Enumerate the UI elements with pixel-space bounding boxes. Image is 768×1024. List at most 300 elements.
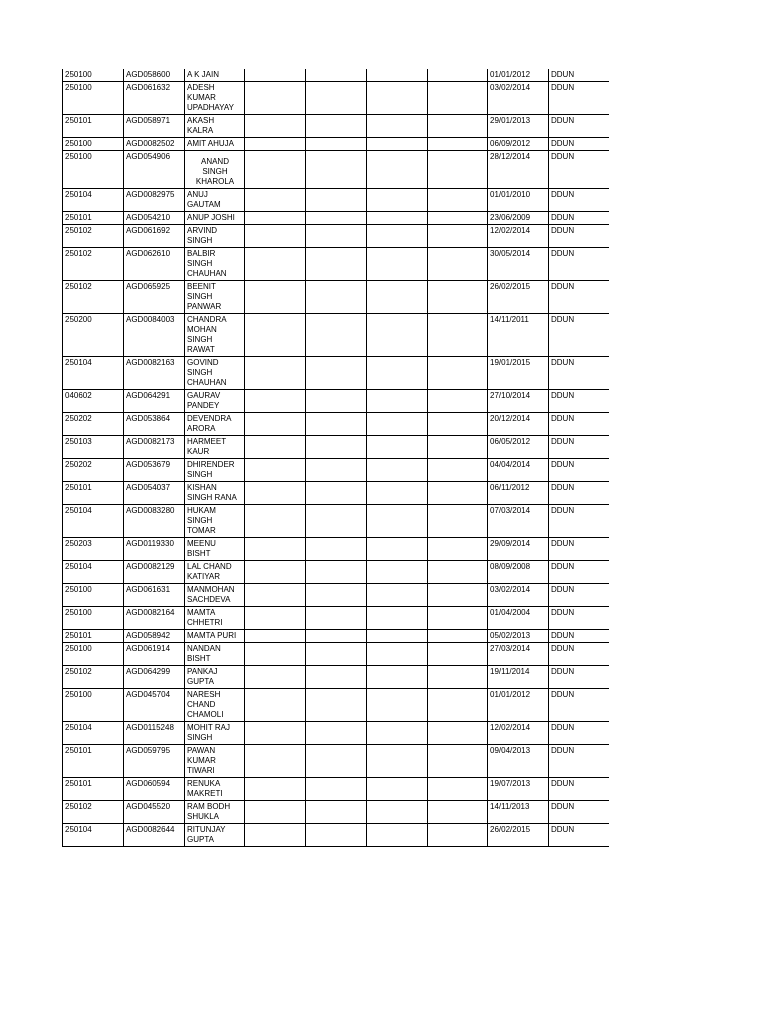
blank-cell — [245, 436, 306, 459]
row-id: AGD064299 — [124, 666, 185, 689]
row-date: 26/02/2015 — [488, 281, 549, 314]
row-code: 250100 — [63, 643, 124, 666]
row-office: DDUN — [549, 436, 609, 459]
row-id: AGD064291 — [124, 390, 185, 413]
row-office: DDUN — [549, 189, 609, 212]
table-row — [63, 281, 609, 314]
row-id: AGD0115248 — [124, 722, 185, 745]
blank-cell — [428, 281, 488, 314]
row-code: 250101 — [63, 630, 124, 643]
row-date: 01/01/2012 — [488, 69, 549, 82]
row-office: DDUN — [549, 225, 609, 248]
row-id: AGD0084003 — [124, 314, 185, 357]
blank-cell — [428, 607, 488, 630]
blank-cell — [428, 314, 488, 357]
row-date: 20/12/2014 — [488, 413, 549, 436]
row-name: DHIRENDER SINGH — [185, 459, 245, 482]
blank-cell — [367, 722, 428, 745]
row-id: AGD059795 — [124, 745, 185, 778]
table-row — [63, 584, 609, 607]
table-row — [63, 115, 609, 138]
row-code: 250100 — [63, 607, 124, 630]
row-id: AGD0082173 — [124, 436, 185, 459]
blank-cell — [367, 584, 428, 607]
row-office: DDUN — [549, 281, 609, 314]
row-office: DDUN — [549, 212, 609, 225]
row-code: 250202 — [63, 459, 124, 482]
blank-cell — [306, 225, 367, 248]
blank-cell — [428, 745, 488, 778]
row-code: 250100 — [63, 138, 124, 151]
blank-cell — [367, 314, 428, 357]
row-office: DDUN — [549, 801, 609, 824]
row-name: HARMEET KAUR — [185, 436, 245, 459]
blank-cell — [428, 82, 488, 115]
blank-cell — [428, 482, 488, 505]
row-code: 250101 — [63, 745, 124, 778]
row-name: AMIT AHUJA — [185, 138, 245, 151]
table-row — [63, 666, 609, 689]
table-row — [63, 561, 609, 584]
row-name: ARVIND SINGH — [185, 225, 245, 248]
row-id: AGD053679 — [124, 459, 185, 482]
blank-cell — [306, 436, 367, 459]
table-row — [63, 138, 609, 151]
table-row — [63, 630, 609, 643]
blank-cell — [245, 413, 306, 436]
row-id: AGD058942 — [124, 630, 185, 643]
blank-cell — [245, 82, 306, 115]
row-date: 03/02/2014 — [488, 584, 549, 607]
row-name: RAM BODH SHUKLA — [185, 801, 245, 824]
row-office: DDUN — [549, 722, 609, 745]
row-code: 250100 — [63, 584, 124, 607]
blank-cell — [306, 212, 367, 225]
row-date: 06/09/2012 — [488, 138, 549, 151]
blank-cell — [367, 824, 428, 847]
row-name: DEVENDRA ARORA — [185, 413, 245, 436]
blank-cell — [367, 413, 428, 436]
row-code: 250104 — [63, 357, 124, 390]
blank-cell — [245, 115, 306, 138]
blank-cell — [245, 505, 306, 538]
blank-cell — [306, 413, 367, 436]
blank-cell — [367, 745, 428, 778]
row-date: 06/05/2012 — [488, 436, 549, 459]
row-code: 250100 — [63, 82, 124, 115]
blank-cell — [367, 151, 428, 189]
blank-cell — [428, 459, 488, 482]
row-name: MOHIT RAJ SINGH — [185, 722, 245, 745]
blank-cell — [245, 778, 306, 801]
blank-cell — [428, 151, 488, 189]
blank-cell — [245, 69, 306, 82]
table-row — [63, 801, 609, 824]
blank-cell — [306, 138, 367, 151]
blank-cell — [306, 281, 367, 314]
row-office: DDUN — [549, 643, 609, 666]
blank-cell — [367, 436, 428, 459]
row-code: 250100 — [63, 151, 124, 189]
row-date: 19/01/2015 — [488, 357, 549, 390]
blank-cell — [306, 115, 367, 138]
blank-cell — [367, 212, 428, 225]
blank-cell — [245, 643, 306, 666]
row-code: 250104 — [63, 824, 124, 847]
blank-cell — [306, 69, 367, 82]
row-date: 26/02/2015 — [488, 824, 549, 847]
row-name: AKASH KALRA — [185, 115, 245, 138]
blank-cell — [428, 505, 488, 538]
blank-cell — [306, 778, 367, 801]
row-date: 19/07/2013 — [488, 778, 549, 801]
row-code: 250102 — [63, 666, 124, 689]
row-name: LAL CHAND KATIYAR — [185, 561, 245, 584]
row-date: 14/11/2011 — [488, 314, 549, 357]
row-date: 29/09/2014 — [488, 538, 549, 561]
blank-cell — [428, 436, 488, 459]
row-name: GAURAV PANDEY — [185, 390, 245, 413]
row-id: AGD0119330 — [124, 538, 185, 561]
blank-cell — [428, 538, 488, 561]
blank-cell — [306, 314, 367, 357]
blank-cell — [306, 666, 367, 689]
row-date: 27/03/2014 — [488, 643, 549, 666]
table-row — [63, 151, 609, 189]
row-name: MANMOHAN SACHDEVA — [185, 584, 245, 607]
employee-table — [62, 69, 609, 847]
blank-cell — [245, 151, 306, 189]
row-date: 03/02/2014 — [488, 82, 549, 115]
blank-cell — [245, 561, 306, 584]
row-code: 250102 — [63, 225, 124, 248]
row-code: 250203 — [63, 538, 124, 561]
row-office: DDUN — [549, 69, 609, 82]
blank-cell — [367, 689, 428, 722]
blank-cell — [428, 689, 488, 722]
table-row — [63, 357, 609, 390]
blank-cell — [306, 689, 367, 722]
blank-cell — [306, 248, 367, 281]
row-date: 12/02/2014 — [488, 225, 549, 248]
blank-cell — [245, 824, 306, 847]
row-code: 250100 — [63, 69, 124, 82]
row-code: 250102 — [63, 801, 124, 824]
blank-cell — [367, 607, 428, 630]
row-office: DDUN — [549, 390, 609, 413]
blank-cell — [367, 225, 428, 248]
row-date: 09/04/2013 — [488, 745, 549, 778]
blank-cell — [306, 630, 367, 643]
blank-cell — [306, 607, 367, 630]
blank-cell — [428, 584, 488, 607]
table-row — [63, 248, 609, 281]
blank-cell — [367, 189, 428, 212]
row-date: 12/02/2014 — [488, 722, 549, 745]
table-row — [63, 607, 609, 630]
blank-cell — [367, 115, 428, 138]
blank-cell — [306, 505, 367, 538]
table-row — [63, 82, 609, 115]
row-id: AGD045704 — [124, 689, 185, 722]
row-name: GOVIND SINGH CHAUHAN — [185, 357, 245, 390]
table-row — [63, 778, 609, 801]
row-id: AGD0082129 — [124, 561, 185, 584]
row-code: 250102 — [63, 248, 124, 281]
row-name: BALBIR SINGH CHAUHAN — [185, 248, 245, 281]
row-name: ANUP JOSHI — [185, 212, 245, 225]
row-name: KISHAN SINGH RANA — [185, 482, 245, 505]
table-row — [63, 69, 609, 82]
row-code: 250104 — [63, 189, 124, 212]
blank-cell — [428, 561, 488, 584]
blank-cell — [428, 413, 488, 436]
row-name: RENUKA MAKRETI — [185, 778, 245, 801]
row-code: 250102 — [63, 281, 124, 314]
row-id: AGD058600 — [124, 69, 185, 82]
blank-cell — [245, 607, 306, 630]
blank-cell — [367, 778, 428, 801]
table-row — [63, 689, 609, 722]
row-code: 250101 — [63, 778, 124, 801]
blank-cell — [367, 69, 428, 82]
row-office: DDUN — [549, 138, 609, 151]
row-date: 05/02/2013 — [488, 630, 549, 643]
blank-cell — [245, 482, 306, 505]
blank-cell — [428, 69, 488, 82]
row-code: 250101 — [63, 212, 124, 225]
blank-cell — [428, 225, 488, 248]
blank-cell — [245, 666, 306, 689]
row-id: AGD0083280 — [124, 505, 185, 538]
row-office: DDUN — [549, 689, 609, 722]
row-office: DDUN — [549, 505, 609, 538]
blank-cell — [306, 824, 367, 847]
row-code: 250104 — [63, 722, 124, 745]
row-id: AGD053864 — [124, 413, 185, 436]
blank-cell — [367, 561, 428, 584]
row-office: DDUN — [549, 482, 609, 505]
blank-cell — [367, 248, 428, 281]
row-date: 08/09/2008 — [488, 561, 549, 584]
table-row — [63, 538, 609, 561]
blank-cell — [306, 745, 367, 778]
blank-cell — [428, 212, 488, 225]
row-office: DDUN — [549, 778, 609, 801]
row-code: 250200 — [63, 314, 124, 357]
blank-cell — [306, 151, 367, 189]
table-row — [63, 722, 609, 745]
blank-cell — [428, 357, 488, 390]
blank-cell — [306, 357, 367, 390]
blank-cell — [245, 459, 306, 482]
row-code: 040602 — [63, 390, 124, 413]
blank-cell — [428, 824, 488, 847]
row-date: 28/12/2014 — [488, 151, 549, 189]
blank-cell — [245, 281, 306, 314]
row-code: 250104 — [63, 561, 124, 584]
row-id: AGD061631 — [124, 584, 185, 607]
table-row — [63, 459, 609, 482]
row-id: AGD045520 — [124, 801, 185, 824]
row-date: 29/01/2013 — [488, 115, 549, 138]
row-name: NARESH CHAND CHAMOLI — [185, 689, 245, 722]
row-office: DDUN — [549, 666, 609, 689]
table-body — [63, 69, 609, 847]
blank-cell — [245, 689, 306, 722]
table-row — [63, 314, 609, 357]
blank-cell — [428, 390, 488, 413]
row-id: AGD0082502 — [124, 138, 185, 151]
blank-cell — [306, 482, 367, 505]
blank-cell — [306, 722, 367, 745]
row-code: 250101 — [63, 482, 124, 505]
row-date: 23/06/2009 — [488, 212, 549, 225]
row-office: DDUN — [549, 561, 609, 584]
blank-cell — [367, 643, 428, 666]
blank-cell — [367, 357, 428, 390]
blank-cell — [245, 801, 306, 824]
row-name: PAWAN KUMAR TIWARI — [185, 745, 245, 778]
blank-cell — [245, 584, 306, 607]
blank-cell — [245, 225, 306, 248]
row-office: DDUN — [549, 248, 609, 281]
row-office: DDUN — [549, 151, 609, 189]
row-name: MAMTA CHHETRI — [185, 607, 245, 630]
row-name: CHANDRA MOHAN SINGH RAWAT — [185, 314, 245, 357]
row-id: AGD0082644 — [124, 824, 185, 847]
row-office: DDUN — [549, 630, 609, 643]
row-office: DDUN — [549, 538, 609, 561]
row-office: DDUN — [549, 314, 609, 357]
blank-cell — [306, 189, 367, 212]
table-row — [63, 413, 609, 436]
row-id: AGD0082163 — [124, 357, 185, 390]
blank-cell — [306, 584, 367, 607]
table-row — [63, 436, 609, 459]
blank-cell — [306, 390, 367, 413]
blank-cell — [428, 115, 488, 138]
blank-cell — [245, 722, 306, 745]
row-code: 250101 — [63, 115, 124, 138]
blank-cell — [428, 643, 488, 666]
blank-cell — [367, 459, 428, 482]
table-row — [63, 189, 609, 212]
blank-cell — [245, 248, 306, 281]
row-name: HUKAM SINGH TOMAR — [185, 505, 245, 538]
row-code: 250103 — [63, 436, 124, 459]
blank-cell — [428, 666, 488, 689]
table-row — [63, 482, 609, 505]
row-date: 14/11/2013 — [488, 801, 549, 824]
row-office: DDUN — [549, 82, 609, 115]
table-row — [63, 225, 609, 248]
blank-cell — [428, 722, 488, 745]
blank-cell — [428, 189, 488, 212]
blank-cell — [367, 505, 428, 538]
row-name: A K JAIN — [185, 69, 245, 82]
row-name: ANUJ GAUTAM — [185, 189, 245, 212]
blank-cell — [367, 666, 428, 689]
blank-cell — [367, 281, 428, 314]
row-office: DDUN — [549, 584, 609, 607]
row-code: 250104 — [63, 505, 124, 538]
blank-cell — [245, 314, 306, 357]
row-name: ANAND SINGH KHAROLA — [185, 151, 245, 189]
row-office: DDUN — [549, 824, 609, 847]
blank-cell — [306, 801, 367, 824]
row-id: AGD060594 — [124, 778, 185, 801]
row-id: AGD065925 — [124, 281, 185, 314]
row-id: AGD062610 — [124, 248, 185, 281]
table-row — [63, 643, 609, 666]
blank-cell — [367, 538, 428, 561]
blank-cell — [245, 538, 306, 561]
row-id: AGD054210 — [124, 212, 185, 225]
blank-cell — [428, 248, 488, 281]
row-name: ADESH KUMAR UPADHAYAY — [185, 82, 245, 115]
blank-cell — [245, 189, 306, 212]
row-id: AGD054037 — [124, 482, 185, 505]
row-code: 250202 — [63, 413, 124, 436]
blank-cell — [306, 538, 367, 561]
blank-cell — [428, 138, 488, 151]
row-office: DDUN — [549, 459, 609, 482]
row-name: RITUNJAY GUPTA — [185, 824, 245, 847]
blank-cell — [367, 138, 428, 151]
row-date: 01/04/2004 — [488, 607, 549, 630]
row-name: MAMTA PURI — [185, 630, 245, 643]
document-sheet — [62, 69, 609, 847]
row-id: AGD0082164 — [124, 607, 185, 630]
blank-cell — [245, 212, 306, 225]
table-row — [63, 505, 609, 538]
row-office: DDUN — [549, 115, 609, 138]
blank-cell — [306, 643, 367, 666]
row-name: NANDAN BISHT — [185, 643, 245, 666]
row-name: BEENIT SINGH PANWAR — [185, 281, 245, 314]
blank-cell — [245, 357, 306, 390]
row-date: 27/10/2014 — [488, 390, 549, 413]
row-name: PANKAJ GUPTA — [185, 666, 245, 689]
row-office: DDUN — [549, 413, 609, 436]
row-date: 01/01/2012 — [488, 689, 549, 722]
blank-cell — [306, 561, 367, 584]
blank-cell — [245, 138, 306, 151]
blank-cell — [367, 630, 428, 643]
row-date: 07/03/2014 — [488, 505, 549, 538]
blank-cell — [367, 390, 428, 413]
blank-cell — [428, 630, 488, 643]
row-name: MEENU BISHT — [185, 538, 245, 561]
blank-cell — [428, 778, 488, 801]
row-date: 19/11/2014 — [488, 666, 549, 689]
row-id: AGD054906 — [124, 151, 185, 189]
table-row — [63, 824, 609, 847]
table-row — [63, 212, 609, 225]
row-date: 30/05/2014 — [488, 248, 549, 281]
row-id: AGD0082975 — [124, 189, 185, 212]
blank-cell — [245, 390, 306, 413]
blank-cell — [367, 801, 428, 824]
row-id: AGD058971 — [124, 115, 185, 138]
row-id: AGD061632 — [124, 82, 185, 115]
row-code: 250100 — [63, 689, 124, 722]
row-office: DDUN — [549, 745, 609, 778]
row-office: DDUN — [549, 607, 609, 630]
blank-cell — [306, 459, 367, 482]
row-date: 06/11/2012 — [488, 482, 549, 505]
